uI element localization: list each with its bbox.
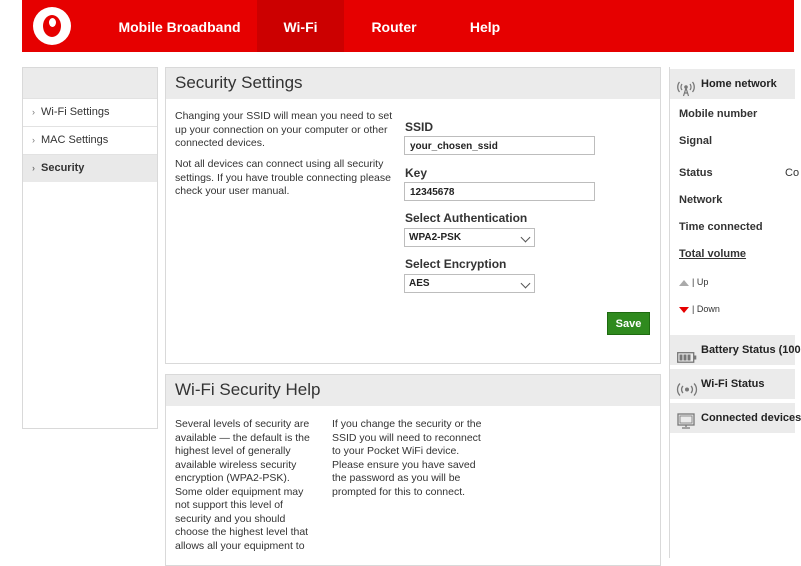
battery-status-header[interactable]	[670, 335, 801, 365]
download-indicator	[679, 304, 720, 314]
auth-select[interactable]	[404, 228, 535, 247]
status-label: Status	[679, 167, 713, 179]
nav-mobile-broadband[interactable]: Mobile Broadband	[118, 19, 241, 35]
chevron-right-icon: ›	[32, 163, 35, 173]
status-value: Co	[785, 167, 800, 179]
sidebar-item-mac-settings[interactable]	[23, 126, 157, 154]
encryption-select-value: AES	[409, 278, 430, 289]
top-nav-bar	[22, 0, 794, 52]
network-label: Network	[679, 194, 723, 206]
security-description-2: Not all devices can connect using all security settings. If you have trouble connecting please check your user manual.	[175, 158, 391, 197]
chevron-right-icon: ›	[32, 135, 35, 145]
signal-label: Signal	[679, 135, 713, 147]
arrow-down-icon	[679, 307, 689, 313]
arrow-up-icon	[679, 280, 689, 286]
wifi-status-label: Wi-Fi Status	[701, 378, 765, 390]
auth-select-value: WPA2-PSK	[409, 232, 462, 243]
nav-router[interactable]: Router	[371, 19, 417, 35]
security-settings-title: Security Settings	[166, 68, 660, 99]
ssid-input[interactable]: your_chosen_ssid	[404, 136, 595, 155]
wifi-security-help-panel	[165, 374, 661, 566]
connected-devices-header[interactable]	[670, 403, 801, 433]
help-text-column-2: If you change the security or the SSID you will need to reconnect to your Pocket WiFi device. Please ensure you have saved the password as you will be prompted for this to connect.	[332, 418, 482, 498]
mobile-number-label: Mobile number	[679, 108, 758, 120]
security-description-1: Changing your SSID will mean you need to set up your connection on your computer or other connected devices.	[175, 110, 393, 149]
key-label: Key	[405, 166, 428, 180]
antenna-icon	[677, 78, 695, 109]
sidebar-item-wifi-settings[interactable]	[23, 98, 157, 126]
help-text-column-1: Several levels of security are available — the default is the highest level of generally available wireless security encryption (WPA2-PSK). Some older equipment may not support this level of security and you should choose the highest level that allows all your equipment to	[175, 418, 310, 552]
nav-wifi[interactable]: Wi-Fi	[257, 0, 344, 52]
wifi-status-header[interactable]	[670, 369, 795, 399]
wifi-security-help-title: Wi-Fi Security Help	[166, 375, 660, 406]
status-panel	[669, 67, 801, 558]
sidebar	[22, 67, 158, 429]
chevron-down-icon	[521, 233, 531, 243]
save-button[interactable]: Save	[607, 312, 650, 335]
security-settings-panel	[165, 67, 661, 364]
sidebar-item-label: Security	[41, 162, 85, 174]
auth-label: Select Authentication	[405, 211, 528, 225]
sidebar-header	[23, 68, 157, 98]
upload-label: | Up	[692, 277, 709, 287]
sidebar-item-security[interactable]	[23, 154, 157, 182]
sidebar-item-label: Wi-Fi Settings	[41, 106, 110, 118]
chevron-right-icon: ›	[32, 107, 35, 117]
chevron-down-icon	[521, 279, 531, 289]
time-connected-label: Time connected	[679, 221, 763, 233]
encryption-label: Select Encryption	[405, 257, 507, 271]
home-network-label: Home network	[701, 78, 777, 90]
home-network-header[interactable]	[670, 69, 795, 99]
connected-devices-label: Connected devices	[701, 412, 801, 424]
encryption-select[interactable]	[404, 274, 535, 293]
total-volume-link[interactable]: Total volume	[679, 248, 747, 260]
vodafone-logo[interactable]	[33, 7, 71, 45]
nav-help[interactable]: Help	[469, 19, 501, 35]
download-label: | Down	[692, 304, 720, 314]
monitor-icon	[677, 411, 695, 442]
upload-indicator	[679, 277, 708, 287]
battery-status-label: Battery Status (100	[701, 344, 801, 356]
key-input[interactable]: 12345678	[404, 182, 595, 201]
sidebar-item-label: MAC Settings	[41, 134, 109, 146]
ssid-label: SSID	[405, 120, 434, 134]
